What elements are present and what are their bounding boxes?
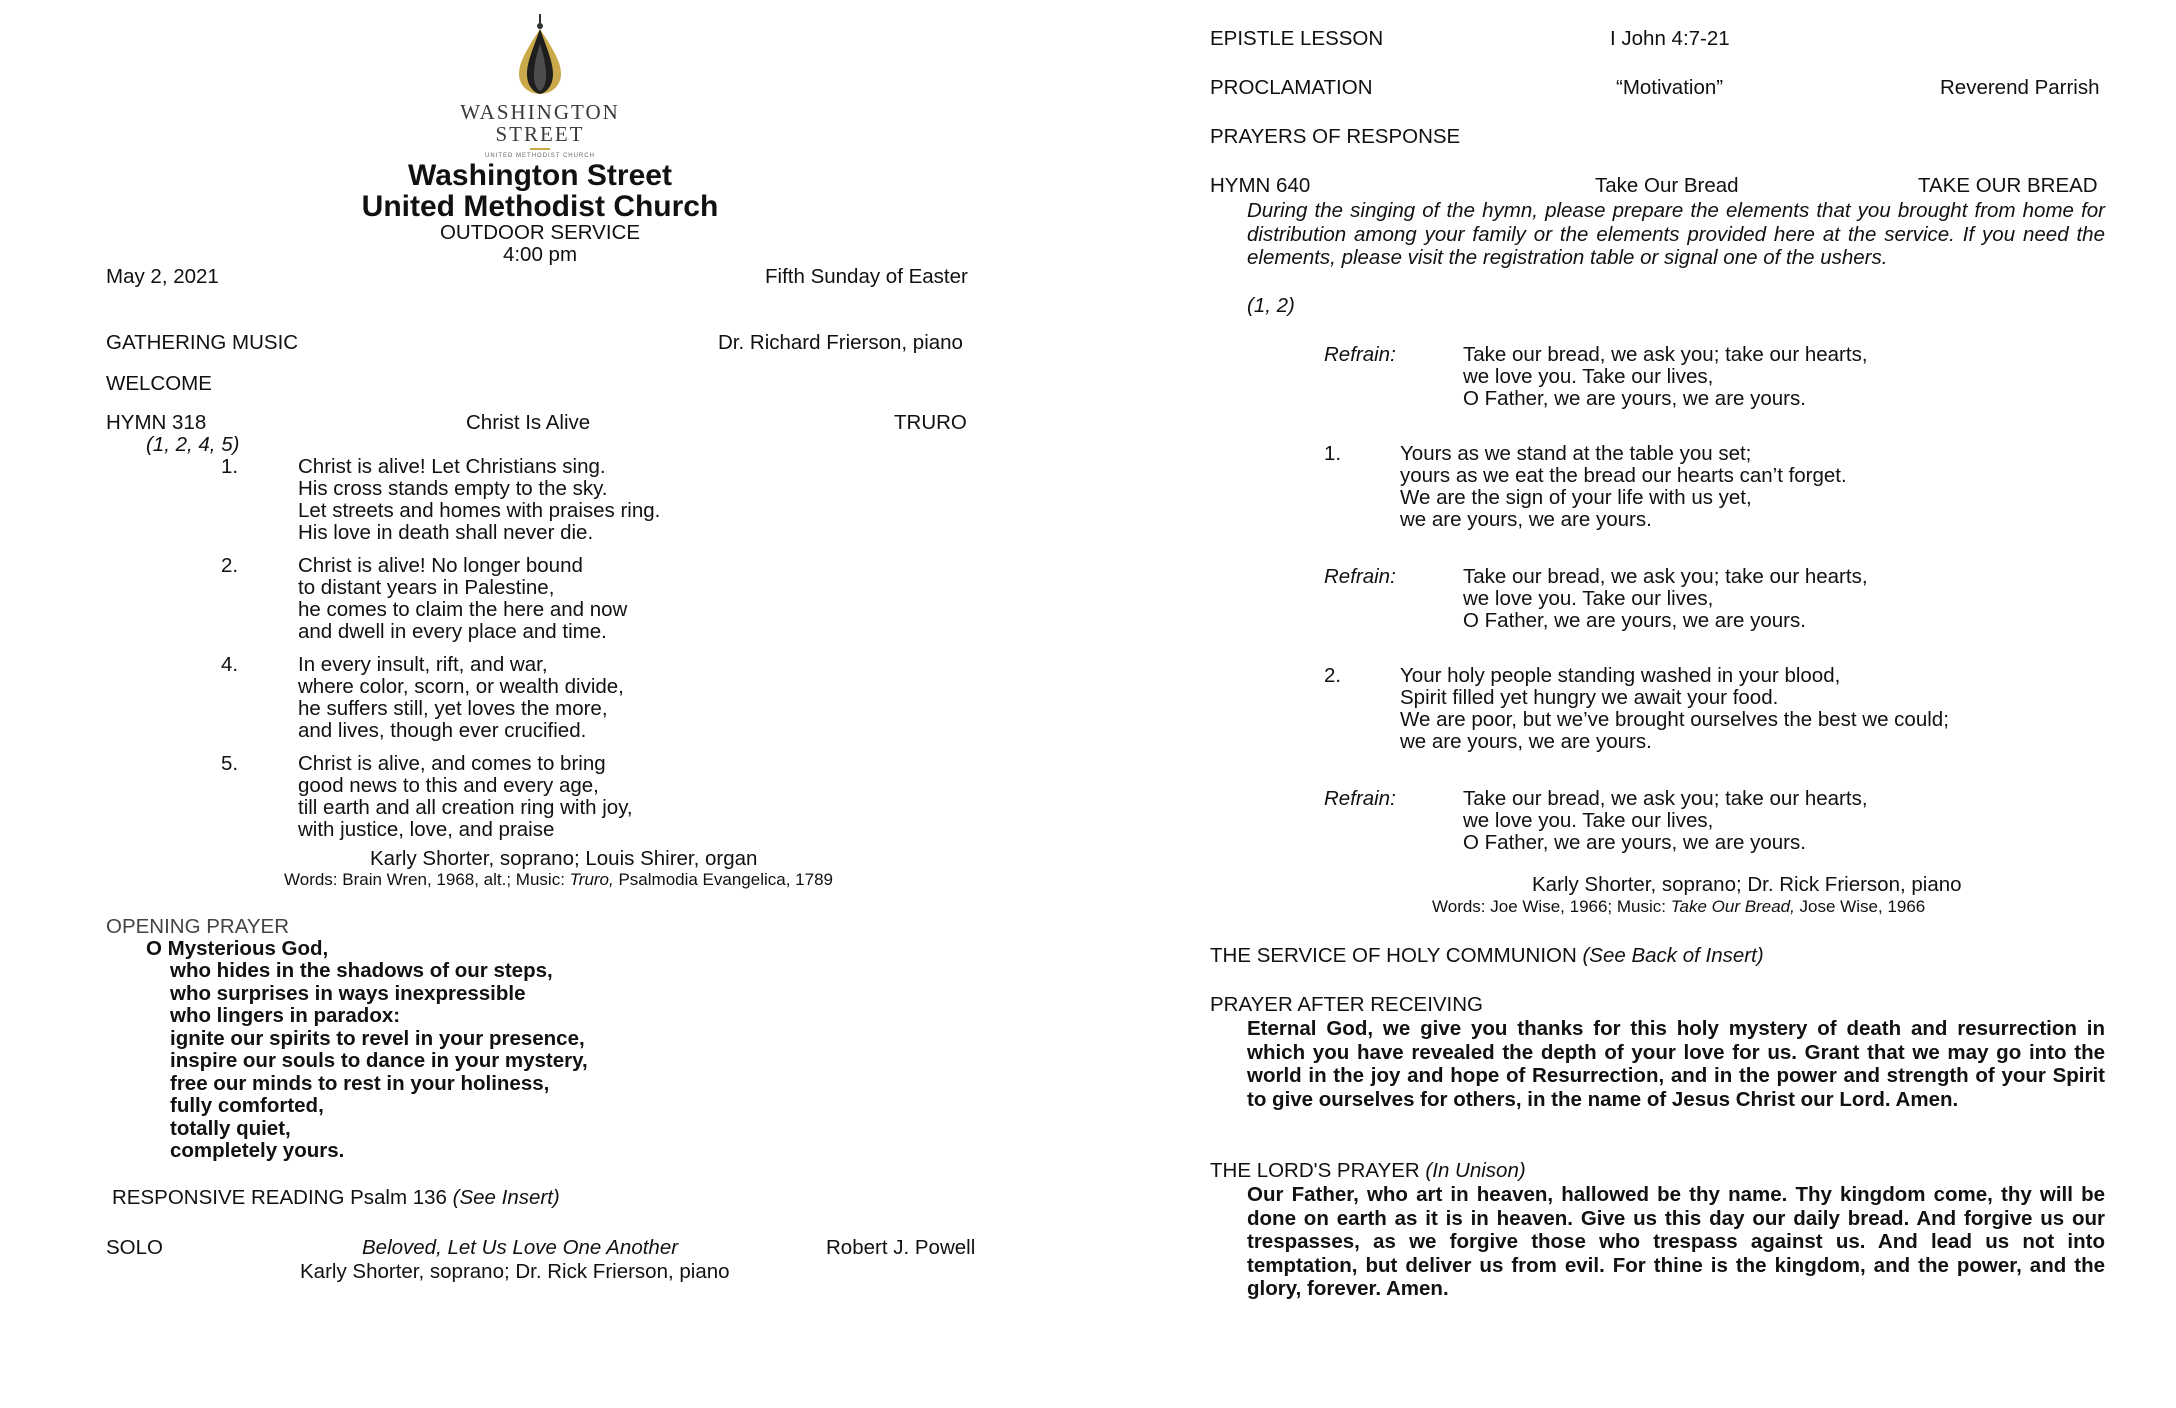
verse-line: yours as we eat the bread our hearts can’t forget. [1400, 464, 1847, 487]
lords-prayer-heading [1210, 1160, 1526, 1182]
verse-lines [298, 654, 624, 742]
proclamation-label: PROCLAMATION [1210, 76, 1373, 99]
hymn-performers: Karly Shorter, soprano; Louis Shirer, organ [370, 847, 758, 870]
solo-performers: Karly Shorter, soprano; Dr. Rick Frierson, piano [300, 1260, 730, 1283]
hymn-number: HYMN 318 [106, 411, 207, 434]
credits-text: Words: Joe Wise, 1966; Music: [1432, 897, 1671, 916]
verse-line: and dwell in every place and time. [298, 620, 607, 643]
verse-line: Christ is alive! No longer bound [298, 554, 583, 577]
verse-lines [298, 555, 627, 643]
welcome-label: WELCOME [106, 372, 212, 395]
verse-line: His cross stands empty to the sky. [298, 477, 608, 500]
verse-line: good news to this and every age, [298, 774, 599, 797]
lords-prayer-note: (In Unison) [1425, 1159, 1526, 1182]
holy-communion-label: THE SERVICE OF HOLY COMMUNION [1210, 944, 1577, 967]
verse-line: we are yours, we are yours. [1400, 730, 1652, 753]
solo-title: Beloved, Let Us Love One Another [362, 1236, 679, 1259]
hymn-tune: TAKE OUR BREAD [1918, 174, 2098, 197]
verse-line: In every insult, rift, and war, [298, 653, 548, 676]
verse-lines [298, 456, 660, 544]
verse-number: 1. [221, 455, 239, 478]
prayer-line: who lingers in paradox: [170, 1004, 401, 1027]
credits-tune: Truro, [569, 870, 614, 889]
verse-number: 1. [1324, 442, 1342, 465]
prayer-line: completely yours. [170, 1139, 345, 1162]
verse-number: 2. [221, 554, 239, 577]
responsive-reading-note: (See Insert) [452, 1186, 560, 1209]
verse-lines [1400, 665, 1949, 753]
refrain-line: Take our bread, we ask you; take our hearts, [1463, 343, 1868, 366]
prayers-of-response-label: PRAYERS OF RESPONSE [1210, 125, 1461, 148]
verse-line: he comes to claim the here and now [298, 598, 628, 621]
prayer-line: fully comforted, [170, 1094, 324, 1117]
prayer-line: totally quiet, [170, 1116, 291, 1140]
logo-name-line1: WASHINGTON [460, 100, 620, 124]
refrain-label: Refrain: [1324, 565, 1396, 588]
credits-source: Psalmodia Evangelica, 1789 [613, 870, 833, 889]
lords-prayer-text: Our Father, who art in heaven, hallowed be thy name. Thy kingdom come, thy will be done on earth as it is in heaven. Give us this day our daily bread. And forgive us our trespasses, as we forgive those who trespass against us. And lead us not into temptation, but deliver us from evil. For thine is the kingdom, and the power, and the glory, forever. Amen. [1247, 1183, 2105, 1300]
verse-lines [1400, 443, 1847, 531]
logo-divider [530, 148, 550, 150]
refrain-line: O Father, we are yours, we are yours. [1463, 387, 1806, 410]
gathering-music-performer: Dr. Richard Frierson, piano [718, 331, 963, 354]
refrain-label: Refrain: [1324, 787, 1396, 810]
credits-source: Jose Wise, 1966 [1794, 897, 1926, 916]
refrain-lines [1463, 566, 1868, 632]
prayer-after-receiving-label: PRAYER AFTER RECEIVING [1210, 993, 1484, 1016]
church-title-line2: United Methodist Church [361, 190, 719, 223]
verse-line: We are poor, but we’ve brought ourselves the best we could; [1400, 708, 1949, 731]
hymn-verses-sung: (1, 2) [1247, 294, 1295, 317]
verse-line: Yours as we stand at the table you set; [1400, 442, 1752, 465]
prayer-line: who surprises in ways inexpressible [170, 981, 526, 1005]
responsive-reading [112, 1187, 560, 1209]
refrain-lines [1463, 788, 1868, 854]
steeple-icon [505, 14, 575, 96]
church-title-line1: Washington Street [408, 159, 672, 192]
verse-line: we are yours, we are yours. [1400, 508, 1652, 531]
verse-line: Let streets and homes with praises ring. [298, 499, 661, 522]
refrain-line: we love you. Take our lives, [1463, 365, 1714, 388]
verse-line: We are the sign of your life with us yet, [1400, 486, 1752, 509]
logo-subtitle: UNITED METHODIST CHURCH [485, 153, 595, 159]
proclamation-title: “Motivation” [1616, 76, 1724, 99]
holy-communion-note: (See Back of Insert) [1582, 944, 1764, 967]
verse-line: where color, scorn, or wealth divide, [298, 675, 624, 698]
opening-prayer-label: OPENING PRAYER [106, 915, 290, 938]
prayer-line: free our minds to rest in your holiness, [170, 1071, 550, 1095]
logo-name-line2: STREET [495, 122, 585, 146]
prayer-line: who hides in the shadows of our steps, [170, 959, 553, 982]
gathering-music-label: GATHERING MUSIC [106, 331, 299, 354]
epistle-reference: I John 4:7-21 [1610, 27, 1730, 50]
verse-line: Your holy people standing washed in your blood, [1400, 664, 1841, 687]
lords-prayer-label: THE LORD'S PRAYER [1210, 1159, 1420, 1182]
verse-line: Spirit filled yet hungry we await your food. [1400, 686, 1779, 709]
verse-lines [298, 753, 633, 841]
verse-line: till earth and all creation ring with joy, [298, 796, 633, 819]
verse-line: Christ is alive! Let Christians sing. [298, 455, 606, 478]
hymn-number: HYMN 640 [1210, 174, 1311, 197]
credits-tune: Take Our Bread, [1670, 897, 1795, 916]
holy-communion [1210, 945, 1764, 967]
solo-label: SOLO [106, 1236, 163, 1259]
refrain-lines [1463, 344, 1868, 410]
refrain-line: Take our bread, we ask you; take our hearts, [1463, 787, 1868, 810]
proclamation-speaker: Reverend Parrish [1940, 76, 2100, 99]
hymn-title: Take Our Bread [1595, 174, 1739, 197]
verse-number: 2. [1324, 664, 1342, 687]
hymn-credits [1432, 897, 1925, 916]
hymn-tune: TRURO [894, 411, 967, 434]
service-time: 4:00 pm [502, 243, 578, 266]
refrain-line: we love you. Take our lives, [1463, 809, 1714, 832]
verse-line: and lives, though ever crucified. [298, 719, 587, 742]
refrain-label: Refrain: [1324, 343, 1396, 366]
hymn-verses-sung: (1, 2, 4, 5) [146, 433, 240, 456]
church-logo [455, 14, 625, 160]
hymn-title: Christ Is Alive [466, 411, 591, 434]
service-date: May 2, 2021 [106, 265, 219, 288]
epistle-label: EPISTLE LESSON [1210, 27, 1384, 50]
verse-line: with justice, love, and praise [298, 818, 555, 841]
service-type: OUTDOOR SERVICE [439, 221, 641, 244]
hymn-performers: Karly Shorter, soprano; Dr. Rick Frierson, piano [1532, 873, 1962, 896]
refrain-line: O Father, we are yours, we are yours. [1463, 831, 1806, 854]
verse-number: 5. [221, 752, 239, 775]
refrain-line: Take our bread, we ask you; take our hearts, [1463, 565, 1868, 588]
prayer-line: inspire our souls to dance in your mystery, [170, 1049, 588, 1072]
responsive-reading-label: RESPONSIVE READING Psalm 136 [112, 1186, 447, 1209]
refrain-line: O Father, we are yours, we are yours. [1463, 609, 1806, 632]
communion-instructions: During the singing of the hymn, please prepare the elements that you brought from home for distribution among your family or the elements provided here at the service. If you need the elements, please visit the registration table or signal one of the ushers. [1247, 199, 2105, 269]
verse-line: to distant years in Palestine, [298, 576, 555, 599]
hymn-credits [284, 870, 833, 889]
liturgical-day: Fifth Sunday of Easter [765, 265, 968, 288]
verse-line: His love in death shall never die. [298, 521, 594, 544]
solo-composer: Robert J. Powell [826, 1236, 976, 1259]
verse-number: 4. [221, 653, 239, 676]
opening-prayer-address: O Mysterious God, [146, 937, 329, 960]
opening-prayer-body [170, 960, 588, 1163]
credits-text: Words: Brain Wren, 1968, alt.; Music: [284, 870, 570, 889]
verse-line: he suffers still, yet loves the more, [298, 697, 608, 720]
refrain-line: we love you. Take our lives, [1463, 587, 1714, 610]
prayer-line: ignite our spirits to revel in your presence, [170, 1026, 585, 1050]
verse-line: Christ is alive, and comes to bring [298, 752, 606, 775]
prayer-after-receiving-text: Eternal God, we give you thanks for this holy mystery of death and resurrection in which you have revealed the depth of your love for us. Grant that we may go into the world in the joy and hope of Resurrection, and in the power and strength of your Spirit to give ourselves for others, in the name of Jesus Christ our Lord. Amen. [1247, 1017, 2105, 1111]
